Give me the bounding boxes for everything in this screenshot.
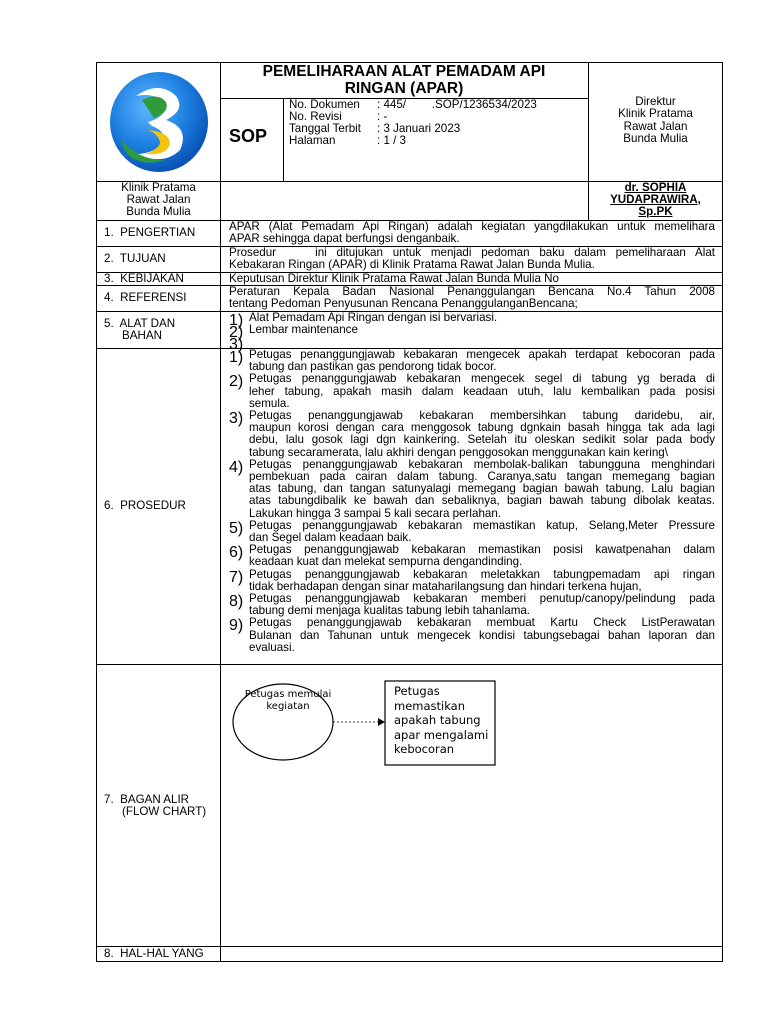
list-number: 6) bbox=[229, 544, 244, 562]
list-item bbox=[229, 410, 715, 459]
director-line4: Bunda Mulia bbox=[623, 132, 688, 145]
flow-arrowhead bbox=[378, 718, 385, 726]
kebijakan-content bbox=[229, 273, 715, 285]
referensi-content bbox=[229, 286, 715, 310]
list-text: pembekuan pada cairan dalam tabung. Caranya,satu tangan memegang bagian bbox=[249, 470, 715, 484]
pengertian-content bbox=[229, 221, 715, 245]
label-kebijakan: 3. KEBIJAKAN bbox=[104, 272, 184, 285]
tujuan-line: Kebakaran Ringan (APAR) di Klinik Pratama Rawat Jalan Bunda Mulia. bbox=[229, 258, 595, 272]
step-node-line: apar mengalami bbox=[394, 727, 489, 742]
list-text: tabung demi menjaga kualitas tabung lebih tahanlama. bbox=[249, 604, 531, 618]
list-number: 3) bbox=[229, 336, 244, 354]
pengertian-line: APAR sehingga dapat berfungsi denganbaik. bbox=[229, 232, 460, 246]
list-item bbox=[229, 593, 715, 617]
list-text: dan Segel dalam keadaan baik. bbox=[249, 531, 412, 545]
list-item bbox=[229, 373, 715, 410]
list-text: Bulanan dan Tahunan untuk mengecek kondisi tabungsebagai bahan laporan dan bbox=[249, 628, 715, 642]
list-text: Petugas penanggungjawab kebakaran mengecek segel di tabung yg berada di bbox=[249, 372, 715, 386]
list-text: keadaan kuat dan melekat sempurna dengandinding. bbox=[249, 555, 523, 569]
kebijakan-line: Keputusan Direktur Klinik Pratama Rawat Jalan Bunda Mulia No bbox=[229, 272, 559, 285]
list-item bbox=[229, 459, 715, 520]
list-item bbox=[229, 617, 715, 654]
list-text: Petugas penanggungjawab kebakaran membolak-balikan tabungguna menghindari bbox=[249, 457, 715, 471]
label-referensi: 4. REFERENSI bbox=[104, 291, 187, 304]
list-text: debu, lalu gosok lagi dgn kainkering. Setelah itu oleskan sedikit solar pada body bbox=[249, 433, 715, 447]
list-item bbox=[229, 569, 715, 593]
list-text: Lakukan hingga 3 sampai 5 kali secara perlahan. bbox=[249, 506, 502, 520]
label-hal: 8. HAL-HAL YANG bbox=[104, 947, 204, 960]
list-text: maupun korosi dengan cara menggosok tabung dgnkain basah hingga tak ada lagi bbox=[249, 421, 715, 435]
sop-divider bbox=[283, 98, 284, 181]
list-text: atas tabung, dan tangan satunyalagi memegang bagian bawah tabung. Lalu bagian bbox=[249, 482, 715, 496]
list-number: 7) bbox=[229, 568, 244, 586]
meta-label-rev: No. Revisi bbox=[289, 110, 342, 123]
alat-list bbox=[229, 311, 715, 354]
list-number: 2) bbox=[229, 324, 244, 342]
list-text: semula. bbox=[249, 396, 290, 410]
list-number: 4) bbox=[229, 458, 244, 476]
label-pengertian: 1. PENGERTIAN bbox=[104, 226, 196, 239]
tujuan-content bbox=[229, 247, 715, 271]
tujuan-line: Prosedur ini ditujukan untuk menjadi pedoman baku dalam pemeliharaan Alat bbox=[229, 246, 715, 259]
clinic-logo bbox=[108, 70, 210, 174]
list-text: Petugas penanggungjawab kebakaran membuat Kartu Check ListPerawatan bbox=[249, 616, 715, 630]
list-text: Petugas penanggungjawab kebakaran memastikan posisi kawatpenahan dalam bbox=[249, 543, 715, 557]
list-text: Petugas penanggungjawab kebakaran memastikan katup, Selang,Meter Pressure bbox=[249, 518, 715, 532]
meta-value-page: : 1 / 3 bbox=[377, 134, 407, 147]
list-text: atas tabungdibalik ke bawah dan sebaliknya, bagian bawah tabung dibolak keatas. bbox=[249, 494, 715, 508]
list-text: evaluasi. bbox=[249, 640, 295, 654]
list-text: Petugas penanggungjawab kebakaran memberi penutup/canopy/pelindung pada bbox=[249, 592, 715, 606]
list-number: 8) bbox=[229, 593, 244, 611]
pengertian-line: APAR (Alat Pemadam Api Ringan) adalah kegiatan yangdilakukan untuk memelihara bbox=[229, 220, 715, 233]
list-number: 5) bbox=[229, 519, 244, 537]
signer-line3: Sp.PK bbox=[638, 205, 673, 218]
label-alat-line1: 5. ALAT DAN bbox=[104, 317, 176, 330]
list-item bbox=[229, 349, 715, 373]
label-tujuan: 2. TUJUAN bbox=[104, 252, 166, 265]
list-item bbox=[229, 544, 715, 568]
list-text: Petugas penanggungjawab kebakaran mengecek apakah terdapat kebocoran pada bbox=[249, 348, 715, 361]
list-number: 9) bbox=[229, 617, 244, 635]
start-node-label bbox=[240, 689, 336, 713]
signer-line2: YUDAPRAWIRA, bbox=[610, 193, 701, 206]
list-item bbox=[229, 323, 715, 342]
list-text: leher tabung, apakah masih dalam keadaan utuh, lalu kembalikan pada posisi bbox=[249, 384, 715, 398]
step-node-label bbox=[394, 684, 488, 757]
signer-line1: dr. SOPHIA bbox=[624, 181, 687, 194]
list-number: 1) bbox=[229, 312, 244, 329]
row-line-7 bbox=[96, 664, 723, 665]
clinic-line3: Bunda Mulia bbox=[126, 205, 191, 218]
list-number: 2) bbox=[229, 373, 244, 391]
clinic-line2: Rawat Jalan bbox=[126, 193, 191, 206]
table-border-right bbox=[722, 62, 723, 962]
list-item bbox=[229, 336, 715, 354]
label-bagan-line1: 7. BAGAN ALIR bbox=[104, 793, 190, 806]
clinic-line1: Klinik Pratama bbox=[121, 181, 196, 194]
list-text: tidak berhadapan dengan sinar mataharilangsung dan hindari terkena hujan, bbox=[249, 579, 642, 593]
step-node-line: kebocoran bbox=[394, 742, 455, 757]
director-line3: Rawat Jalan bbox=[623, 120, 688, 133]
meta-value-date: : 3 Januari 2023 bbox=[377, 122, 461, 135]
document-title-line1: PEMELIHARAAN ALAT PEMADAM API bbox=[262, 63, 546, 80]
column-divider bbox=[220, 62, 221, 962]
list-text: Alat Pemadam Api Ringan dengan isi bervariasi. bbox=[249, 311, 498, 324]
list-text: Petugas penanggungjawab kebakaran membersihkan tabung daridebu, air, bbox=[249, 409, 715, 423]
meta-label-doc: No. Dokumen bbox=[289, 98, 360, 111]
meta-value-doc: : 445/ .SOP/1236534/2023 bbox=[377, 98, 537, 111]
list-text: tabung secaramerata, lalu akhiri dengan penggosokan menggunakan kain kering\ bbox=[249, 445, 668, 459]
step-node-line: memastikan bbox=[394, 698, 466, 713]
director-line1: Direktur bbox=[635, 95, 676, 108]
step-node-line: apakah tabung bbox=[394, 713, 481, 728]
label-bagan-line2: (FLOW CHART) bbox=[122, 805, 207, 818]
director-line2: Klinik Pratama bbox=[618, 107, 693, 120]
document-title-line2: RINGAN (APAR) bbox=[344, 80, 464, 97]
list-number: 3) bbox=[229, 410, 244, 428]
list-text: Lembar maintenance bbox=[249, 323, 358, 337]
meta-label-page: Halaman bbox=[289, 134, 336, 147]
meta-value-rev: : - bbox=[377, 110, 388, 123]
referensi-line: tentang Pedoman Penyusunan Rencana PenanggulanganBencana; bbox=[229, 297, 578, 311]
list-text: tabung dan pastikan gas pendorong tidak bocor. bbox=[249, 360, 497, 374]
referensi-line: Peraturan Kepala Badan Nasional Penanggulangan Bencana No.4 Tahun 2008 bbox=[229, 285, 715, 298]
list-text: Petugas penanggungjawab kebakaran meletakkan tabungpemadam api ringan bbox=[249, 567, 715, 581]
sop-label: SOP bbox=[229, 126, 268, 146]
table-border-bottom bbox=[96, 961, 723, 962]
label-prosedur: 6. PROSEDUR bbox=[104, 499, 186, 512]
prosedur-list bbox=[229, 349, 715, 654]
meta-label-date: Tanggal Terbit bbox=[289, 122, 361, 135]
label-alat-line2: BAHAN bbox=[122, 329, 162, 342]
list-number: 1) bbox=[229, 349, 244, 366]
start-node-line: kegiatan bbox=[266, 701, 310, 712]
list-item bbox=[229, 520, 715, 544]
step-node-line: Petugas bbox=[394, 684, 440, 698]
start-node-line: Petugas memulai bbox=[244, 689, 332, 700]
